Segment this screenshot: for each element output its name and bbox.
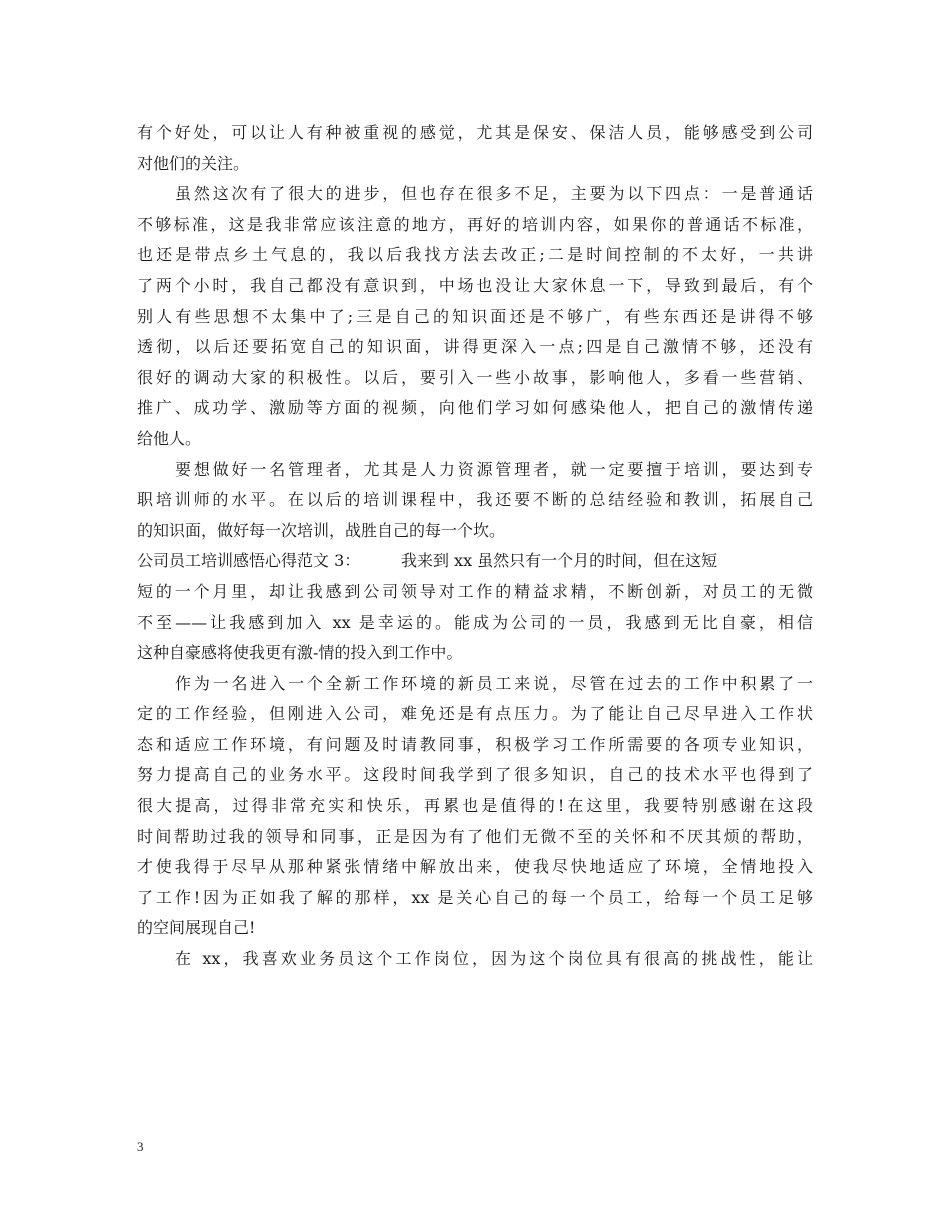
text-line: 很大提高，过得非常充实和快乐，再累也是值得的!在这里，我要特别感谢在这段: [137, 796, 813, 816]
text-line: 才使我得于尽早从那种紧张情绪中解放出来，使我尽快地适应了环境，全情地投入: [137, 857, 813, 877]
text-line: 不够标准，这是我非常应该注意的地方，再好的培训内容，如果你的普通话不标准，: [137, 214, 813, 234]
text-line: 时间帮助过我的领导和同事，正是因为有了他们无微不至的关怀和不厌其烦的帮助，: [137, 826, 813, 846]
text-line: 对他们的关注。: [137, 153, 250, 173]
text-line: 有个好处，可以让人有种被重视的感觉，尤其是保安、保洁人员，能够感受到公司: [137, 123, 813, 142]
text-line: 公司员工培训感悟心得范文 3： 我来到 xx 虽然只有一个月的时间，但在这短: [137, 551, 718, 571]
text-line: 定的工作经验，但刚进入公司，难免还是有点压力。为了能让自己尽早进入工作状: [137, 704, 813, 724]
text-line: 虽然这次有了很大的进步，但也存在很多不足，主要为以下四点：一是普通话: [175, 184, 813, 204]
text-line: 努力提高自己的业务水平。这段时间我学到了很多知识，自己的技术水平也得到了: [137, 765, 813, 785]
text-line: 要想做好一名管理者，尤其是人力资源管理者，就一定要擅于培训，要达到专: [175, 459, 813, 479]
text-line: 了两个小时，我自己都没有意识到，中场也没让大家休息一下，导致到最后，有个: [137, 275, 813, 295]
text-line: 这种自豪感将使我更有激-情的投入到工作中。: [137, 643, 463, 663]
text-line: 不至——让我感到加入 xx 是幸运的。能成为公司的一员，我感到无比自豪，相信: [137, 612, 813, 632]
text-line: 的空间展现自己!: [137, 918, 256, 938]
text-line: 职培训师的水平。在以后的培训课程中，我还要不断的总结经验和教训，拓展自己: [137, 490, 813, 510]
text-line: 也还是带点乡土气息的，我以后我找方法去改正;二是时间控制的不太好，一共讲: [137, 245, 813, 265]
text-line: 透彻，以后还要拓宽自己的知识面，讲得更深入一点;四是自己激情不够，还没有: [137, 337, 813, 357]
text-line: 的知识面，做好每一次培训，战胜自己的每一个坎。: [137, 520, 506, 540]
document-body: [137, 118, 813, 975]
text-line: 在 xx，我喜欢业务员这个工作岗位，因为这个岗位具有很高的挑战性，能让: [175, 949, 813, 969]
page-number: 3: [137, 1139, 144, 1154]
text-line: 给他人。: [137, 428, 202, 448]
text-line: 态和适应工作环境，有问题及时请教同事，积极学习工作所需要的各项专业知识，: [137, 734, 813, 754]
text-line: 了工作!因为正如我了解的那样，xx 是关心自己的每一个员工，给每一个员工足够: [137, 887, 813, 907]
text-line: 别人有些思想不太集中了;三是自己的知识面还是不够广，有些东西还是讲得不够: [137, 306, 813, 326]
text-line: 很好的调动大家的积极性。以后，要引入一些小故事，影响他人，多看一些营销、: [137, 367, 813, 387]
text-line: 短的一个月里，却让我感到公司领导对工作的精益求精，不断创新，对员工的无微: [137, 581, 813, 601]
text-line: 推广、成功学、激励等方面的视频，向他们学习如何感染他人，把自己的激情传递: [137, 398, 813, 418]
text-line: 作为一名进入一个全新工作环境的新员工来说，尽管在过去的工作中积累了一: [175, 673, 813, 693]
